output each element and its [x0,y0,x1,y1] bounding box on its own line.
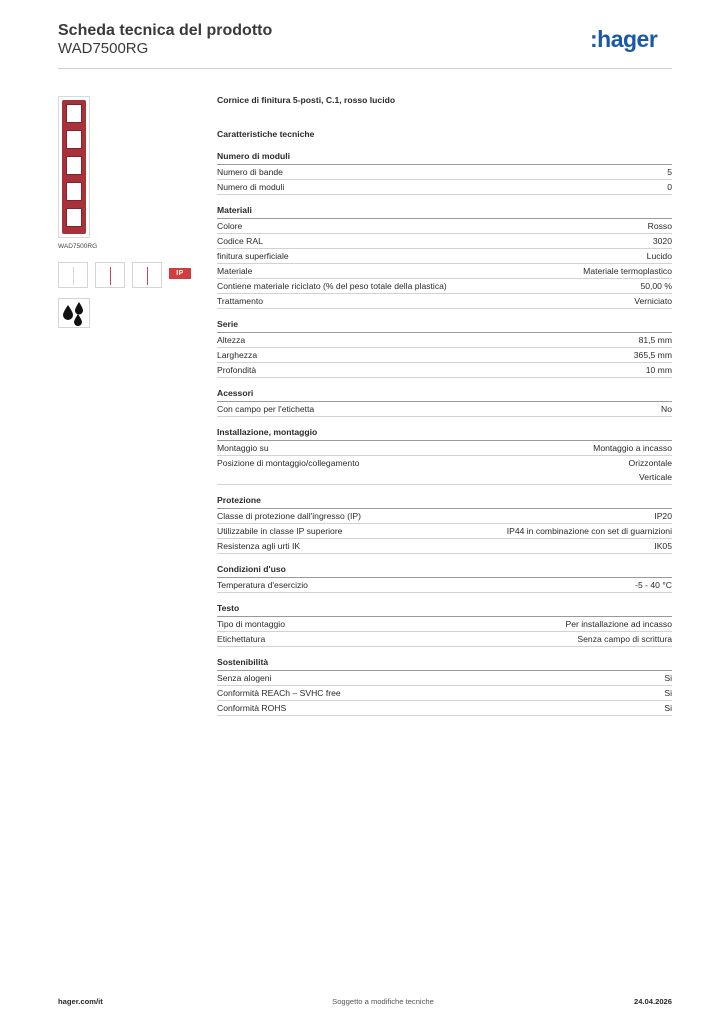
spec-section [217,388,672,417]
spec-row [217,363,672,378]
thumbnail-row [58,262,200,288]
spec-value-line: Materiale termoplastico [583,266,672,276]
spec-content [217,95,672,726]
section-title: Testo [217,603,672,617]
spec-value [661,402,672,416]
spec-value [565,617,672,631]
spec-label: Conformità ROHS [217,703,287,713]
spec-label: Codice RAL [217,236,263,246]
spec-value-line: IK05 [654,541,672,551]
ip-badge-icon: IP [169,268,191,279]
spec-value [647,249,672,263]
spec-value-line: Si [664,703,672,713]
spec-label: Profondità [217,365,257,375]
spec-label: Etichettatura [217,634,266,644]
spec-row [217,165,672,180]
spec-row [217,348,672,363]
spec-value-line: Montaggio a incasso [593,443,672,453]
spec-value-line: 0 [667,182,672,192]
spec-row [217,632,672,647]
spec-value [667,180,672,194]
spec-value [634,348,672,362]
product-image [58,96,90,238]
spec-label: Resistenza agli urti IK [217,541,301,551]
spec-row [217,219,672,234]
spec-value-line: Verniciato [634,296,672,306]
image-caption: WAD7500RG [58,243,98,250]
spec-value-line: Verticale [639,472,672,482]
spec-sections [217,151,672,716]
spec-value-line: 3020 [652,236,672,246]
header-divider [58,68,672,69]
frame-graphic [62,100,86,234]
spec-value-line: Orizzontale [628,458,672,468]
spec-row [217,701,672,716]
spec-section [217,603,672,647]
spec-value [664,671,672,685]
spec-row [217,180,672,195]
spec-section [217,495,672,554]
water-drops-icon [58,298,90,328]
spec-value [664,701,672,715]
spec-label: finitura superficiale [217,251,289,261]
spec-value [629,456,672,484]
thumbnail-1[interactable] [58,262,88,288]
spec-label: Larghezza [217,350,258,360]
section-title: Sostenibilità [217,657,672,671]
spec-row [217,524,672,539]
product-description: Cornice di finitura 5-posti, C.1, rosso lucido [217,95,396,105]
thumbnail-2[interactable] [95,262,125,288]
thumbnail-3[interactable] [132,262,162,288]
spec-value-line: 50,00 % [640,281,672,291]
characteristics-heading: Caratteristiche tecniche [217,129,315,139]
spec-value [507,524,672,538]
spec-row [217,617,672,632]
product-code: WAD7500RG [58,40,149,57]
spec-value [593,441,672,455]
spec-value [648,219,672,233]
spec-section [217,319,672,378]
spec-section [217,564,672,593]
spec-value [583,264,672,278]
spec-value-line: Per installazione ad incasso [565,619,672,629]
spec-label: Contiene materiale riciclato (% del peso totale della plastica) [217,281,447,291]
spec-row [217,441,672,456]
spec-section [217,205,672,309]
spec-value [634,294,672,308]
spec-value-line: IP44 in combinazione con set di guarnizioni [506,526,672,536]
spec-value [667,165,672,179]
spec-value-line: 10 mm [645,365,672,375]
spec-label: Posizione di montaggio/collegamento [217,458,360,468]
spec-value-line: 5 [667,167,672,177]
spec-label: Altezza [217,335,246,345]
spec-label: Classe di protezione dall'ingresso (IP) [217,511,361,521]
spec-value-line: 365,5 mm [633,350,672,360]
footer-website[interactable]: hager.com/it [58,997,103,1006]
spec-label: Senza alogeni [217,673,272,683]
spec-value-line: -5 - 40 °C [635,580,672,590]
section-title: Protezione [217,495,672,509]
spec-value [664,686,672,700]
spec-value-line: No [661,404,672,414]
spec-value [640,279,672,293]
page-header [58,22,672,70]
spec-row [217,333,672,348]
spec-row [217,686,672,701]
spec-label: Materiale [217,266,253,276]
section-title: Materiali [217,205,672,219]
section-title: Acessori [217,388,672,402]
spec-label: Trattamento [217,296,264,306]
spec-value-line: Senza campo di scrittura [577,634,672,644]
svg-text::hager: :hager [590,26,658,52]
spec-value-line: Rosso [647,221,672,231]
section-title: Numero di moduli [217,151,672,165]
spec-label: Temperatura d'esercizio [217,580,308,590]
footer-date: 24.04.2026 [633,997,672,1006]
spec-label: Numero di bande [217,167,283,177]
spec-value-line: Lucido [646,251,672,261]
spec-label: Montaggio su [217,443,269,453]
spec-value [653,234,672,248]
spec-row [217,671,672,686]
spec-value [654,539,672,553]
section-title: Serie [217,319,672,333]
spec-value [635,578,672,592]
spec-row [217,264,672,279]
spec-row [217,249,672,264]
spec-section [217,151,672,195]
spec-row [217,539,672,554]
spec-value [646,363,672,377]
page-title: Scheda tecnica del prodotto [58,22,273,39]
spec-label: Numero di moduli [217,182,285,192]
spec-row [217,402,672,417]
spec-row [217,234,672,249]
spec-row [217,294,672,309]
spec-label: Colore [217,221,243,231]
left-column [58,96,200,328]
spec-label: Utilizzabile in classe IP superiore [217,526,343,536]
section-title: Installazione, montaggio [217,427,672,441]
spec-section [217,657,672,716]
footer-note: Soggetto a modifiche tecniche [332,997,434,1006]
spec-label: Conformità REACh – SVHC free [217,688,341,698]
spec-value-line: Si [664,688,672,698]
spec-value-line: 81,5 mm [638,335,672,345]
spec-row [217,279,672,294]
spec-value-line: Si [664,673,672,683]
spec-value [654,509,672,523]
spec-value [639,333,672,347]
spec-row [217,456,672,485]
spec-row [217,578,672,593]
spec-value [577,632,672,646]
spec-value-line: IP20 [654,511,672,521]
section-title: Condizioni d'uso [217,564,672,578]
spec-label: Tipo di montaggio [217,619,285,629]
spec-label: Con campo per l'etichetta [217,404,315,414]
spec-row [217,509,672,524]
spec-section [217,427,672,485]
hager-logo [590,26,672,52]
